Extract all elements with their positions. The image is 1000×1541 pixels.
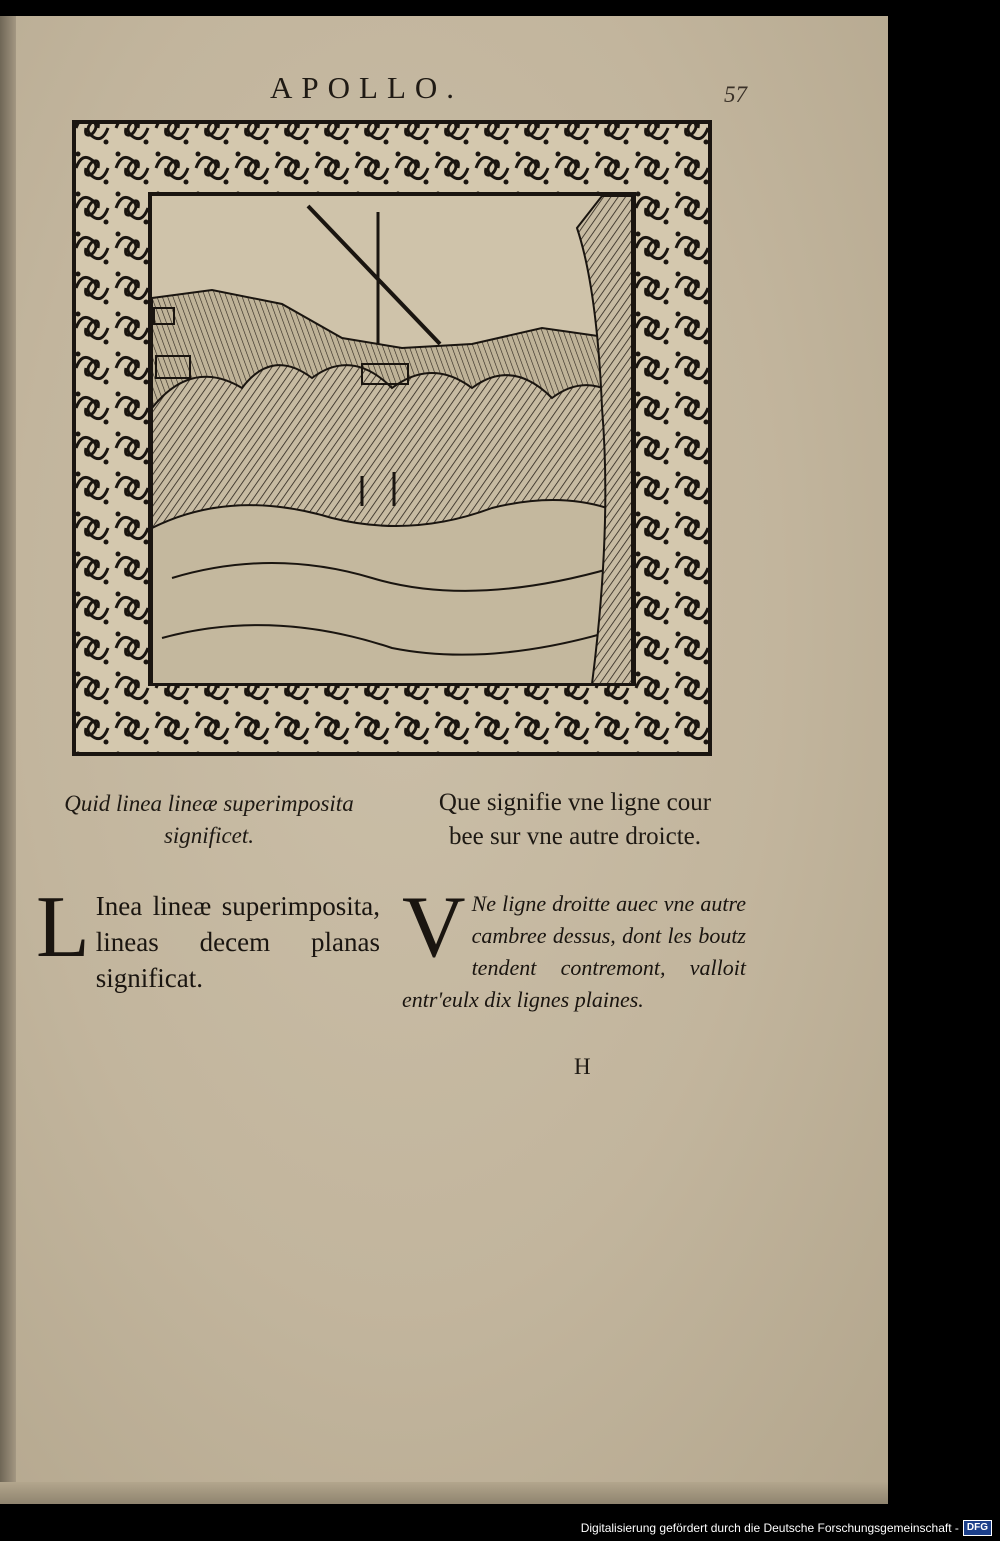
latin-caption — [36, 788, 382, 852]
french-drop-cap: V — [402, 879, 466, 976]
book-page — [0, 16, 888, 1504]
french-text-column — [402, 879, 746, 1016]
page-bottom-edge — [0, 1482, 888, 1504]
page-spine — [0, 16, 16, 1504]
dfg-logo-icon[interactable]: DFG — [963, 1520, 992, 1536]
french-caption — [400, 786, 750, 854]
latin-text-column — [36, 879, 380, 996]
latin-caption-line-2: significet. — [163, 823, 255, 848]
french-caption-line-1: Que signifie vne ligne cour — [438, 789, 712, 816]
digitization-footer — [581, 1517, 992, 1539]
page-number: 57 — [724, 82, 747, 107]
signature-mark: H — [574, 1054, 591, 1079]
woodcut-illustration — [72, 108, 712, 760]
french-body-text: Ne ligne droitte auec vne autre cambree dessus, dont les boutz tendent contremont, valloit entr'eulx dix lignes plaines. — [402, 891, 746, 1012]
latin-caption-line-1: Quid linea lineæ superimposita — [64, 791, 354, 816]
footer-credit-text: Digitalisierung gefördert durch die Deutsche Forschungsgemeinschaft - — [580, 1521, 959, 1535]
running-head: APOLLO. — [270, 70, 464, 105]
french-caption-line-2: bee sur vne autre droicte. — [449, 823, 701, 850]
latin-drop-cap: L — [36, 879, 90, 976]
latin-body-text: Inea lineæ superimposita, lineas decem planas significat. — [95, 891, 380, 993]
